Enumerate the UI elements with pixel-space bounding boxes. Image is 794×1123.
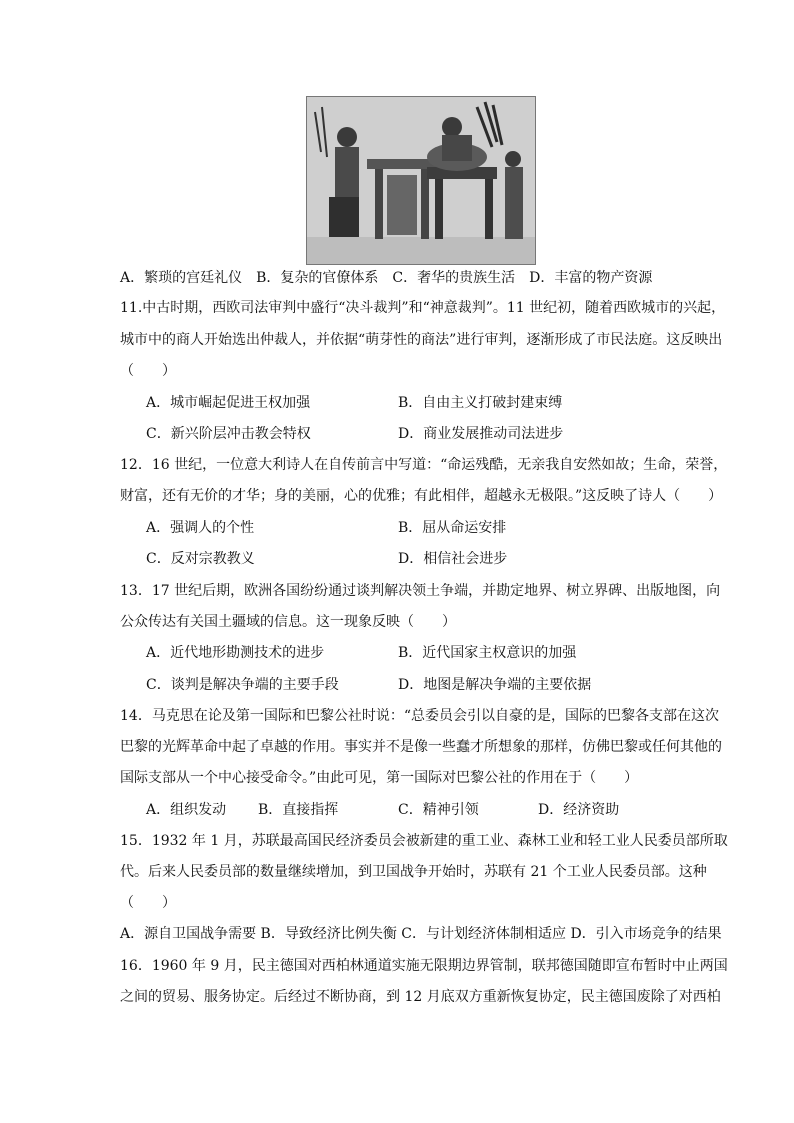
q13-option-b: B．近代国家主权意识的加强	[398, 645, 577, 661]
q11-option-d: D．商业发展推动司法进步	[398, 426, 564, 442]
q14-stem-line-1: 14．马克思在论及第一国际和巴黎公社时说：“总委员会引以自豪的是，国际的巴黎各支部在这次	[120, 708, 719, 724]
q13-option-c: C．谈判是解决争端的主要手段	[146, 677, 339, 693]
q11-option-a: A．城市崛起促进王权加强	[146, 395, 311, 411]
q11-stem-line-1: 11.中古时期，西欧司法审判中盛行“决斗裁判”和“神意裁判”。11 世纪初，随着西欧城市的兴起，	[120, 300, 726, 316]
q12-stem-line-2: 财富，还有无价的才华；身的美丽，心的优雅；有此相伴，超越永无极限。”这反映了诗人（ ）	[120, 488, 723, 504]
q10-options: A．繁琐的宫廷礼仪 B．复杂的官僚体系 C．奢华的贵族生活 D．丰富的物产资源	[120, 270, 653, 286]
q12-option-c: C．反对宗教教义	[146, 551, 255, 567]
q11-option-c: C．新兴阶层冲击教会特权	[146, 426, 311, 442]
q11-stem-line-3: （ ）	[120, 363, 176, 379]
q15-stem-line-3: （ ）	[120, 895, 176, 911]
q13-stem-line-1: 13．17 世纪后期，欧洲各国纷纷通过谈判解决领土争端，并勘定地界、树立界碑、出版地图，向	[120, 583, 721, 599]
q14-option-c: C．精神引领	[398, 802, 479, 818]
q14-option-a: A．组织发动	[146, 802, 227, 818]
q14-stem-line-2: 巴黎的光辉革命中起了卓越的作用。事实并不是像一些蠢才所想象的那样，仿佛巴黎或任何其他的	[120, 739, 722, 755]
q13-option-a: A．近代地形勘测技术的进步	[146, 645, 325, 661]
q14-option-d: D．经济资助	[538, 802, 620, 818]
q12-option-a: A．强调人的个性	[146, 520, 255, 536]
q14-option-b: B．直接指挥	[258, 802, 339, 818]
q15-stem-line-2: 代。后来人民委员部的数量继续增加，到卫国战争开始时，苏联有 21 个工业人民委员部。这种	[120, 864, 707, 880]
q15-stem-line-1: 15．1932 年 1 月，苏联最高国民经济委员会被新建的重工业、森林工业和轻工业人民委员部所取	[120, 833, 728, 849]
q14-stem-line-3: 国际支部从一个中心接受命令。”由此可见，第一国际对巴黎公社的作用在于（ ）	[120, 770, 639, 786]
q12-stem-line-1: 12．16 世纪，一位意大利诗人在自传前言中写道：“命运残酷，无亲我自安然如故；生命，荣誉，	[120, 457, 728, 473]
assyrian-relief-image	[306, 96, 536, 265]
q15-options: A．源自卫国战争需要 B．导致经济比例失衡 C．与计划经济体制相适应 D．引入市场竞争的结果	[120, 926, 722, 942]
q16-stem-line-1: 16．1960 年 9 月，民主德国对西柏林通道实施无限期边界管制，联邦德国随即宣布暂时中止两国	[120, 958, 728, 974]
q11-stem-line-2: 城市中的商人开始选出仲裁人，并依据“萌芽性的商法”进行审判，逐渐形成了市民法庭。这反映出	[120, 332, 723, 348]
q13-stem-line-2: 公众传达有关国土疆域的信息。这一现象反映（ ）	[120, 614, 456, 630]
relief-illustration	[307, 97, 535, 264]
q11-option-b: B．自由主义打破封建束缚	[398, 395, 563, 411]
q16-stem-line-2: 之间的贸易、服务协定。后经过不断协商，到 12 月底双方重新恢复协定，民主德国废除了对西柏	[120, 989, 721, 1005]
q12-option-b: B．屈从命运安排	[398, 520, 507, 536]
q12-option-d: D．相信社会进步	[398, 551, 508, 567]
q13-option-d: D．地图是解决争端的主要依据	[398, 677, 592, 693]
